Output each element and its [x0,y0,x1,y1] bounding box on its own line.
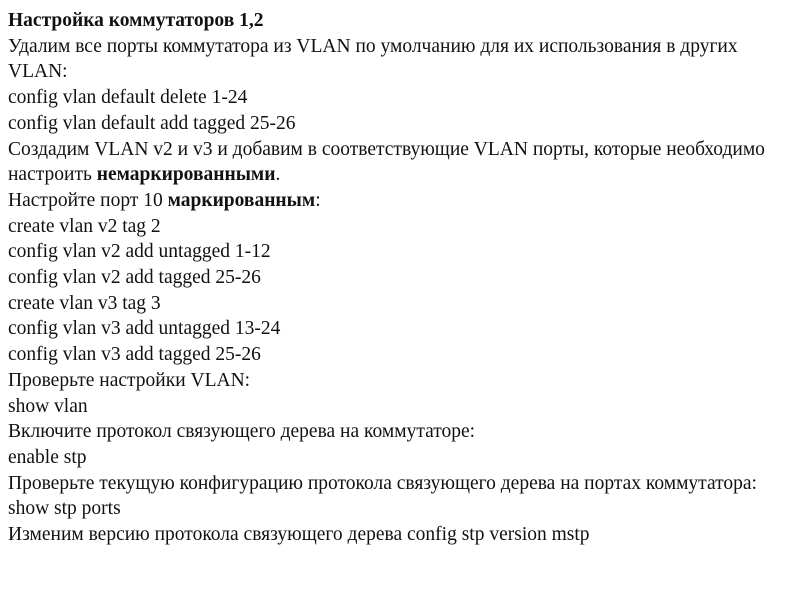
port10-end: : [315,189,321,211]
command-line: show stp ports [8,498,121,520]
check-stp-instruction: Проверьте текущую конфигурацию протокола связующего дерева на портах коммутатора: [8,472,757,494]
document-body [8,8,788,548]
command-line: create vlan v3 tag 3 [8,292,161,314]
command-line: config vlan v2 add untagged 1-12 [8,241,271,263]
enable-stp-instruction: Включите протокол связующего дерева на коммутаторе: [8,421,476,443]
create-vlans-paragraph [8,137,788,188]
command-line: config vlan default add tagged 25-26 [8,112,296,134]
command-line: show vlan [8,395,88,417]
command-line: config vlan v3 add tagged 25-26 [8,344,261,366]
command-line: config vlan v3 add untagged 13-24 [8,318,281,340]
intro-paragraph: Удалим все порты коммутатора из VLAN по умолчанию для их использования в других VLAN: [8,35,738,83]
change-version-instruction: Изменим версию протокола связующего дерева config stp version mstp [8,524,590,546]
port10-text: Настройте порт 10 [8,189,168,211]
document-title: Настройка коммутаторов 1,2 [8,10,264,31]
command-line: create vlan v2 tag 2 [8,215,161,237]
create-vlans-end: . [275,164,281,186]
command-line: config vlan default delete 1-24 [8,87,248,109]
untagged-emphasis: немаркированными [96,164,276,186]
command-line: config vlan v2 add tagged 25-26 [8,267,261,289]
command-line: enable stp [8,446,87,468]
create-vlans-text: Создадим VLAN v2 и v3 и добавим в соответствующие VLAN порты, которые необходимо настроить [8,138,765,186]
port10-instruction [8,188,788,214]
tagged-emphasis: маркированным [167,189,316,211]
check-vlan-instruction: Проверьте настройки VLAN: [8,369,251,391]
